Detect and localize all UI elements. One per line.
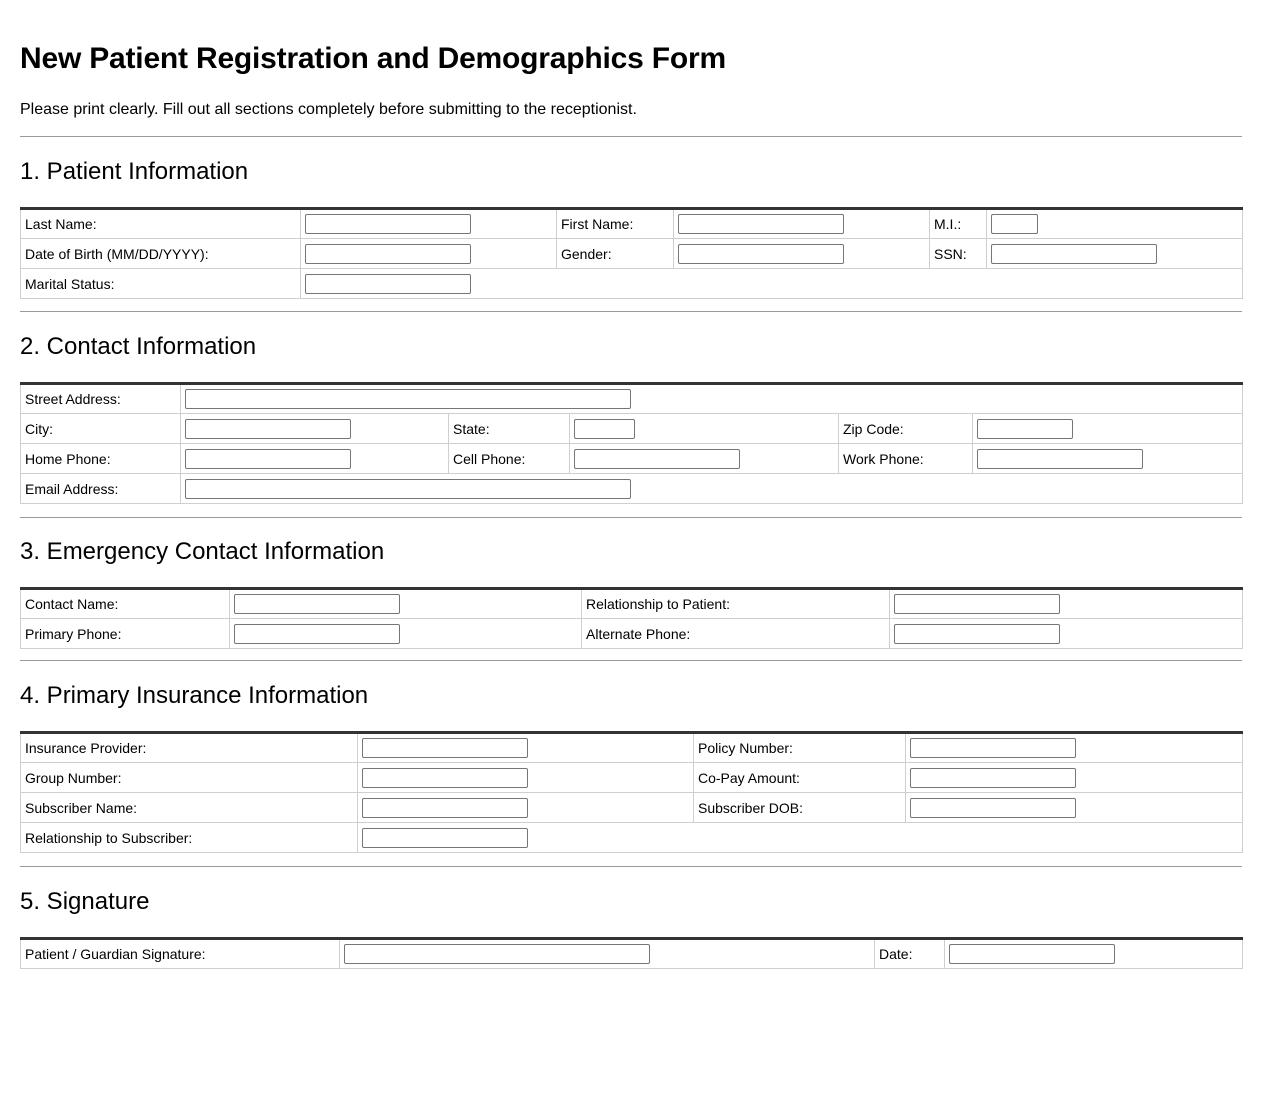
insurance-provider-label: Insurance Provider:: [21, 733, 358, 763]
form-instructions: Please print clearly. Fill out all sections completely before submitting to the receptionist.: [20, 101, 637, 118]
emergency-contact-table: [20, 587, 1243, 649]
contact-name-label: Contact Name:: [21, 589, 230, 619]
policy-number-label: Policy Number:: [694, 733, 906, 763]
table-row: [21, 939, 1243, 969]
table-row: [21, 619, 1243, 649]
signature-input[interactable]: [344, 944, 650, 964]
zip-code-input[interactable]: [977, 419, 1073, 439]
table-row: [21, 793, 1243, 823]
email-address-label: Email Address:: [21, 474, 181, 504]
dob-input[interactable]: [305, 244, 471, 264]
middle-initial-label: M.I.:: [930, 209, 987, 239]
street-address-label: Street Address:: [21, 384, 181, 414]
primary-phone-label: Primary Phone:: [21, 619, 230, 649]
divider: [20, 866, 1242, 867]
zip-code-label: Zip Code:: [839, 414, 973, 444]
city-input[interactable]: [185, 419, 351, 439]
cell-phone-label: Cell Phone:: [449, 444, 570, 474]
table-row: [21, 823, 1243, 853]
relationship-to-patient-input[interactable]: [894, 594, 1060, 614]
subscriber-name-label: Subscriber Name:: [21, 793, 358, 823]
signature-label: Patient / Guardian Signature:: [21, 939, 340, 969]
state-input[interactable]: [574, 419, 635, 439]
last-name-input[interactable]: [305, 214, 471, 234]
alternate-phone-label: Alternate Phone:: [582, 619, 890, 649]
divider: [20, 517, 1242, 518]
table-row: [21, 414, 1243, 444]
table-row: [21, 239, 1243, 269]
contact-name-input[interactable]: [234, 594, 400, 614]
copay-amount-input[interactable]: [910, 768, 1076, 788]
cell-phone-input[interactable]: [574, 449, 740, 469]
city-label: City:: [21, 414, 181, 444]
ssn-label: SSN:: [930, 239, 987, 269]
work-phone-label: Work Phone:: [839, 444, 973, 474]
contact-info-table: [20, 382, 1243, 504]
relationship-to-patient-label: Relationship to Patient:: [582, 589, 890, 619]
table-row: [21, 384, 1243, 414]
subscriber-dob-label: Subscriber DOB:: [694, 793, 906, 823]
first-name-label: First Name:: [557, 209, 674, 239]
section-title-emergency: 3. Emergency Contact Information: [20, 538, 385, 565]
copay-amount-label: Co-Pay Amount:: [694, 763, 906, 793]
alternate-phone-input[interactable]: [894, 624, 1060, 644]
last-name-label: Last Name:: [21, 209, 301, 239]
subscriber-name-input[interactable]: [362, 798, 528, 818]
marital-status-input[interactable]: [305, 274, 471, 294]
policy-number-input[interactable]: [910, 738, 1076, 758]
gender-input[interactable]: [678, 244, 844, 264]
table-row: [21, 733, 1243, 763]
subscriber-dob-input[interactable]: [910, 798, 1076, 818]
home-phone-input[interactable]: [185, 449, 351, 469]
divider: [20, 311, 1242, 312]
work-phone-input[interactable]: [977, 449, 1143, 469]
section-title-signature: 5. Signature: [20, 888, 150, 915]
divider: [20, 136, 1242, 137]
patient-info-table: [20, 207, 1243, 299]
primary-phone-input[interactable]: [234, 624, 400, 644]
state-label: State:: [449, 414, 570, 444]
table-row: [21, 763, 1243, 793]
group-number-input[interactable]: [362, 768, 528, 788]
section-title-insurance: 4. Primary Insurance Information: [20, 682, 369, 709]
group-number-label: Group Number:: [21, 763, 358, 793]
relationship-to-subscriber-input[interactable]: [362, 828, 528, 848]
insurance-provider-input[interactable]: [362, 738, 528, 758]
home-phone-label: Home Phone:: [21, 444, 181, 474]
signature-table: [20, 937, 1243, 969]
dob-label: Date of Birth (MM/DD/YYYY):: [21, 239, 301, 269]
marital-status-label: Marital Status:: [21, 269, 301, 299]
section-title-patient: 1. Patient Information: [20, 158, 249, 185]
date-input[interactable]: [949, 944, 1115, 964]
table-row: [21, 589, 1243, 619]
table-row: [21, 209, 1243, 239]
section-title-contact: 2. Contact Information: [20, 333, 257, 360]
insurance-info-table: [20, 731, 1243, 853]
middle-initial-input[interactable]: [991, 214, 1038, 234]
ssn-input[interactable]: [991, 244, 1157, 264]
table-row: [21, 444, 1243, 474]
email-address-input[interactable]: [185, 479, 631, 499]
date-label: Date:: [875, 939, 945, 969]
divider: [20, 660, 1242, 661]
first-name-input[interactable]: [678, 214, 844, 234]
form-title: New Patient Registration and Demographics Form: [20, 42, 726, 75]
street-address-input[interactable]: [185, 389, 631, 409]
relationship-to-subscriber-label: Relationship to Subscriber:: [21, 823, 358, 853]
gender-label: Gender:: [557, 239, 674, 269]
table-row: [21, 269, 1243, 299]
table-row: [21, 474, 1243, 504]
